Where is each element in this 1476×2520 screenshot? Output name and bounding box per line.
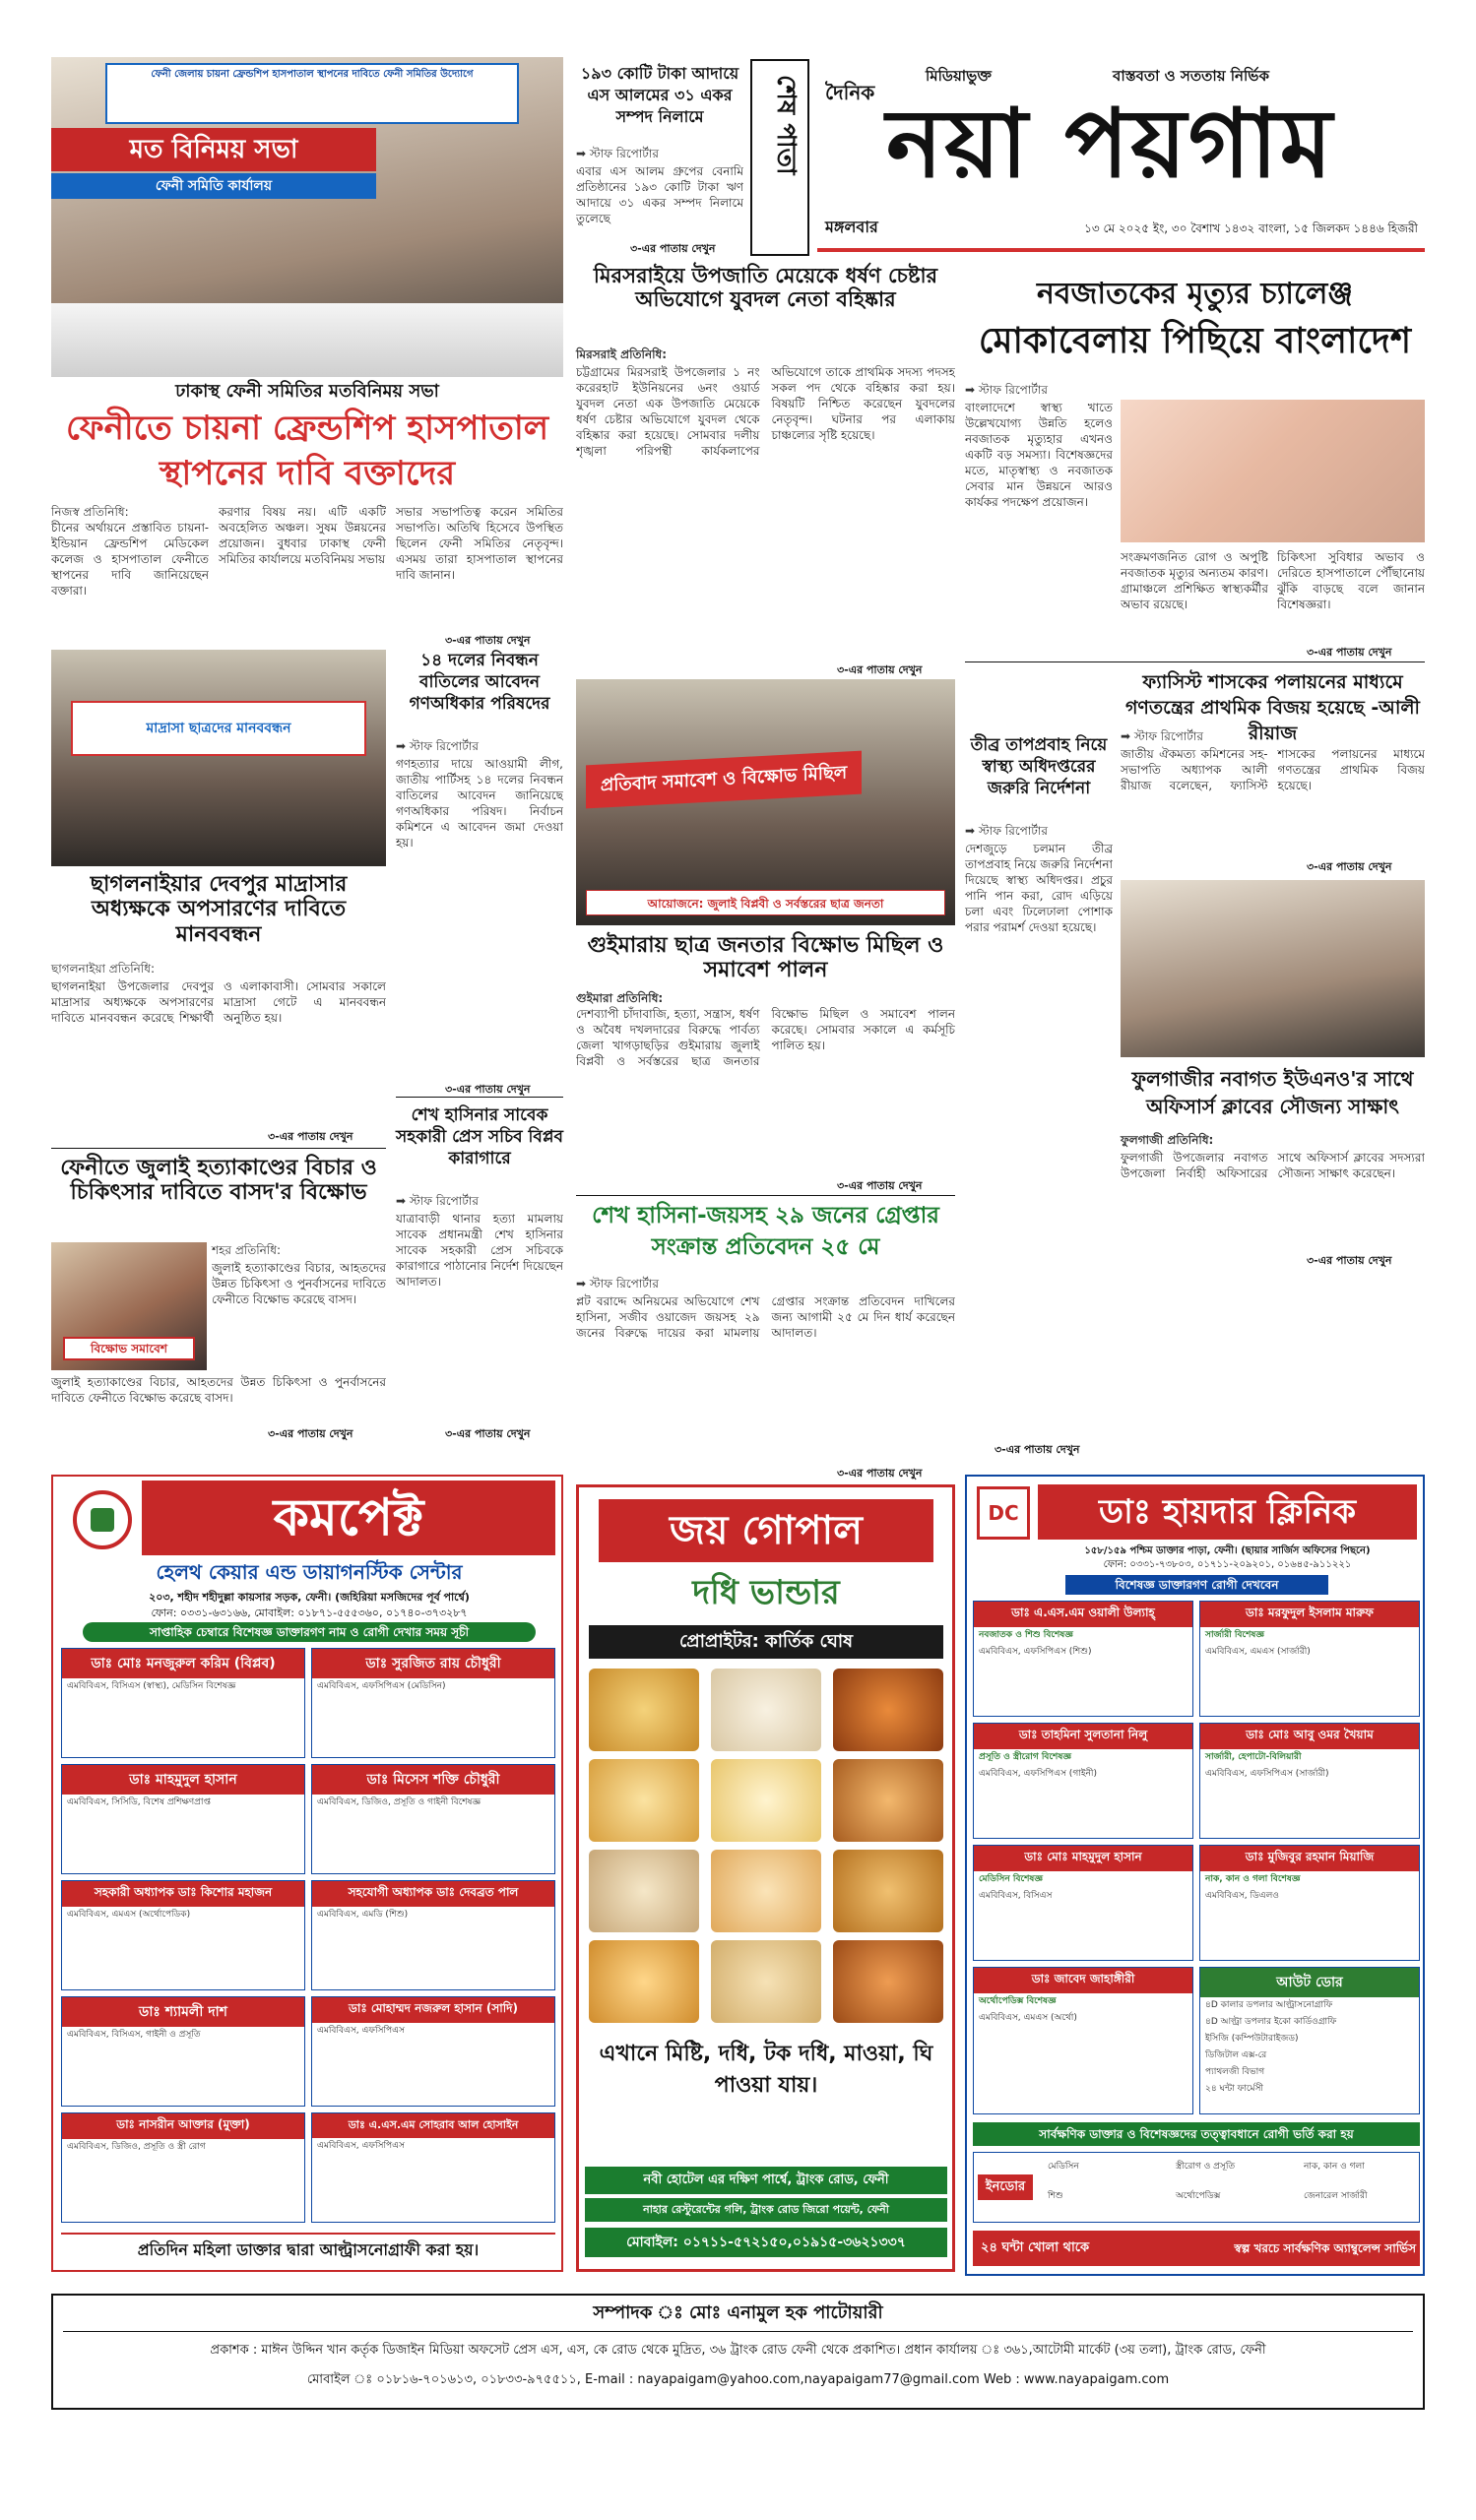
teaser-body: এবার এস আলম গ্রুপের বেনামি প্রতিষ্ঠানের ১৯৩ কোটি টাকা ঋণ আদায়ে ৩১ একর সম্পদ নিলামে তুলেছে — [576, 164, 743, 225]
outdoor-item: ২৪ ঘন্টা ফার্মেসী — [1205, 2084, 1263, 2094]
headline-asif: ফ্যাসিস্ট শাসকের পলায়নের মাধ্যমে গণতন্ত্রের প্রাথমিক বিজয় হয়েছে -আলী রীয়াজ — [1124, 671, 1420, 744]
indoor-item: মেডিসিন — [1048, 2162, 1079, 2172]
continue-newborn[interactable]: ৩-এর পাতায় দেখুন — [1307, 646, 1392, 659]
ad-joy-gopal-subtitle: দধি ভান্ডার — [692, 1573, 840, 1612]
ad-joy-gopal-phone: মোবাইল: ০১৭১১-৫৭২১৫০,০১৯১৫-৩৬২১৩৩৭ — [585, 2228, 947, 2257]
masthead-date: ১৩ মে ২০২৫ ইং, ৩০ বৈশাখ ১৪৩২ বাংলা, ১৫ জিলকদ ১৪৪৬ হিজরী — [1084, 221, 1418, 235]
outdoor-item: ৪D কালার ডপলার আল্ট্রাসনোগ্রাফি — [1205, 2000, 1333, 2010]
doctor-card: ডাঃ মোঃ মনজুরুল করিম (বিপ্লব) এমবিবিএস, বিসিএস (স্বাস্থ্য), মেডিসিন বিশেষজ্ঞ — [61, 1648, 305, 1758]
indoor-item: স্ত্রীরোগ ও প্রসূতি — [1176, 2162, 1236, 2172]
teaser-byline: ➡ স্টাফ রিপোর্টার — [576, 147, 659, 160]
meeting-photo — [51, 57, 563, 377]
continue-feni-hospital[interactable]: ৩-এর পাতায় দেখুন — [445, 634, 531, 647]
photo-banner-main: মত বিনিময় সভা — [51, 128, 376, 171]
byline-feni-hospital: নিজস্ব প্রতিনিধি: — [51, 505, 129, 519]
outdoor-item: প্যাথলজী বিভাগ — [1205, 2067, 1265, 2077]
body-chhagalnaiya: ছাগলনাইয়া উপজেলার দেবপুর মাদ্রাসার অধ্যক্ষকে অপসারণের দাবিতে মানববন্ধন করেছে শিক্ষার্থী ও এলাকাবাসী। সোমবার সকালে মাদ্রাসা গেটে এ মানববন্ধন অনুষ্ঠিত হয়। — [51, 979, 386, 1025]
ad-haydar-footer — [973, 2231, 1420, 2266]
continue-hasina-case[interactable]: ৩-এর পাতায় দেখুন — [837, 1467, 923, 1480]
ad-compact-subtitle: হেলথ কেয়ার এন্ড ডায়াগনস্টিক সেন্টার — [156, 1560, 463, 1584]
continue-fulgazi[interactable]: ৩-এর পাতায় দেখুন — [1307, 1254, 1392, 1267]
masthead-rule — [817, 248, 1425, 252]
byline-fulgazi: ফুলগাজী প্রতিনিধি: — [1121, 1133, 1214, 1147]
indoor-item: অর্থোপেডিক্স — [1176, 2191, 1221, 2201]
doctor-card: ডাঃ মোঃ আবু ওমর খৈয়াম সার্জারী, হেপাটো-বিলিয়ারী এমবিবিএস, এফসিপিএস (সার্জারী) — [1199, 1723, 1420, 1839]
ad-compact-phone: ফোন: ০৩৩১-৬৩১৬৬, মোবাইল: ০১৮৭১-৫৫৫৩৬০, ০১৭৪০-৩৭৩২৮৭ — [151, 1606, 468, 1619]
headline-newborn-1: নবজাতকের মৃত্যুর চ্যালেঞ্জ — [1036, 277, 1354, 311]
doctor-card: ডাঃ তাহমিনা সুলতানা নিলু প্রসূতি ও স্ত্রীরোগ বিশেষজ্ঞ এমবিবিএস, এফসিপিএস (গাইনী) — [973, 1723, 1193, 1839]
ad-joy-gopal-proprietor: প্রোপ্রাইটর: কার্তিক ঘোষ — [589, 1625, 943, 1659]
continue-hasina-press[interactable]: ৩-এর পাতায় দেখুন — [445, 1427, 531, 1440]
headline-feni-hospital-1: ফেনীতে চায়না ফ্রেন্ডশিপ হাসপাতাল — [65, 409, 549, 448]
ad-haydar-specialists-banner: বিশেষজ্ঞ ডাক্তারগণ রোগী দেখবেন — [1065, 1575, 1328, 1595]
ad-compact-doctors-banner: সাপ্তাহিক চেম্বারে বিশেষজ্ঞ ডাক্তারগণ নাম ও রোগী দেখার সময় সূচী — [83, 1622, 536, 1642]
ad-compact — [51, 1475, 563, 2272]
july-photo — [51, 1242, 207, 1370]
outdoor-item: ৪D আল্ট্রা ডপলার ইকো কার্ডিওগ্রাফি — [1205, 2017, 1337, 2027]
ad-haydar-name: ডাঃ হায়দার ক্লিনিক — [1038, 1484, 1417, 1540]
footer-publisher: প্রকাশক : মাঈন উদ্দিন খান কর্তৃক ডিজাইন মিডিয়া অফসেট প্রেস এস, এস, কে রোড থেকে মুদ্রিত, ৩৬ ট্রাংক রোড ফেনী থেকে প্রকাশিত। প্রধান কার্যালয় ঃ ৩৬১,আটোমী মার্কেট (৩য় তলা), ট্রাংক রোড, ফেনী — [210, 2343, 1266, 2358]
meeting-table — [51, 303, 563, 377]
teaser-headline: ১৯৩ কোটি টাকা আদায়ে এস আলমের ৩১ একর সম্পদ নিলামে — [580, 64, 739, 126]
masthead-tagline-1: মিডিয়াভুক্ত — [926, 67, 992, 85]
continue-july[interactable]: ৩-এর পাতায় দেখুন — [268, 1427, 353, 1440]
last-page-box — [750, 59, 809, 256]
guimara-banner-sub: আয়োজনে: জুলাই বিপ্লবী ও সর্বস্তরের ছাত্র জনতা — [586, 890, 945, 915]
headline-heatwave: তীব্র তাপপ্রবাহ নিয়ে স্বাস্থ্য অধিদপ্তরের জরুরি নির্দেশনা — [970, 735, 1108, 798]
divider — [576, 1195, 955, 1196]
body-newborn-col2: সংক্রমণজনিত রোগ ও অপুষ্টি নবজাতক মৃত্যুর অন্যতম কারণ। গ্রামাঞ্চলে প্রশিক্ষিত স্বাস্থ্যকর্মীর অভাব রয়েছে। — [1121, 550, 1268, 611]
indoor-item: নাক, কান ও গলা — [1304, 2162, 1365, 2172]
masthead — [817, 57, 1425, 246]
headline-hasina-press: শেখ হাসিনার সাবেক সহকারী প্রেস সচিব বিপ্লব কারাগারে — [396, 1105, 563, 1168]
body-guimara: দেশব্যাপী চাঁদাবাজি, হত্যা, সন্ত্রাস, ধর্ষণ ও অবৈধ দখলদারের বিরুদ্ধে পার্বত্য জেলা খাগড়াছড়ির গুইমারায় জুলাই বিপ্লবী ও সর্বস্তরের ছাত্র জনতার বিক্ষোভ মিছিল ও সমাবেশ পালন করেছে। সোমবার সকালে এ কর্মসূচি পালিত হয়। — [576, 1007, 955, 1068]
guimara-photo — [576, 679, 955, 925]
doctor-card: ডাঃ মাহমুদুল হাসান এমবিবিএস, সিসিডি, বিশেষ প্রশিক্ষণপ্রাপ্ত — [61, 1764, 305, 1874]
masthead-weekday: মঙ্গলবার — [825, 218, 878, 236]
headline-chhagalnaiya: ছাগলনাইয়ার দেবপুর মাদ্রাসার অধ্যক্ষকে অপসারণের দাবিতে মানববন্ধন — [90, 872, 348, 947]
outdoor-title: আউট ডোর — [1200, 1968, 1419, 1997]
doctor-card: ডাঃ নাসরীন আক্তার (মুক্তা) এমবিবিএস, ডিজিও, প্রসূতি ও স্ত্রী রোগ — [61, 2112, 305, 2223]
divider — [396, 1097, 563, 1098]
byline-hasina-press: ➡ স্টাফ রিপোর্টার — [396, 1194, 479, 1208]
ad-joy-gopal-branch: নাহার রেস্টুরেন্টের গলি, ট্রাংক রোড জিরো পয়েন্ট, ফেনী — [585, 2198, 947, 2222]
guimara-banner: প্রতিবাদ সমাবেশ ও বিক্ষোভ মিছিল — [586, 751, 862, 809]
byline-hasina-case: ➡ স্টাফ রিপোর্টার — [576, 1277, 659, 1291]
headline-july: ফেনীতে জুলাই হত্যাকাণ্ডের বিচার ও চিকিৎসার দাবিতে বাসদ'র বিক্ষোভ — [60, 1156, 377, 1206]
doctor-card: ডাঃ মুজিবুর রহমান মিয়াজি নাক, কান ও গলা বিশেষজ্ঞ এমবিবিএস, ডিএলও — [1199, 1845, 1420, 1961]
chhagalnaiya-photo — [51, 650, 386, 866]
footer-editor: সম্পাদক ঃ মোঃ এনামুল হক পাটোয়ারী — [593, 2302, 883, 2323]
byline-asif: ➡ স্টাফ রিপোর্টার — [1121, 729, 1203, 743]
ad-joy-gopal-name: জয় গোপাল — [599, 1499, 933, 1562]
photo-banner-bottom: ফেনী সমিতি কার্যালয় — [51, 173, 376, 199]
continue-mirsarai[interactable]: ৩-এর পাতায় দেখুন — [837, 663, 923, 676]
body-hasina-press: যাত্রাবাড়ী থানার হত্যা মামলায় সাবেক প্রধানমন্ত্রী শেখ হাসিনার সাবেক সহকারী প্রেস সচিবকে কারাগারে পাঠানোর নির্দেশ দিয়েছেন আদালত। — [396, 1212, 563, 1289]
footer-rule — [63, 2331, 1413, 2332]
doctor-card: ডাঃ মরফুদুল ইসলাম মারুফ সার্জারী বিশেষজ্ঞ এমবিবিএস, এমএস (সার্জারী) — [1199, 1601, 1420, 1717]
body-feni-hospital-col1: চীনের অর্থায়নে প্রস্তাবিত চায়না-ইন্ডিয়ান ফ্রেন্ডশিপ মেডিকেল কলেজ ও হাসপাতাল ফেনীতে স্থাপনের দাবি জানিয়েছেন বক্তারা। — [51, 521, 209, 598]
ad-haydar-indoor — [973, 2152, 1420, 2223]
continue-heatwave[interactable]: ৩-এর পাতায় দেখুন — [995, 1443, 1080, 1456]
footer-contact: মোবাইল ঃ ০১৮১৬-৭০১৬১৩, ০১৮৩৩-৯৭৫৫১১, E-mail : nayapaigam@yahoo.com,nayapaigam77@gmail.com Web : www.nayapaigam.com — [306, 2372, 1170, 2387]
masthead-title: নয়া পয়গাম — [886, 88, 1334, 199]
masthead-daily: দৈনিক — [825, 81, 875, 104]
doctor-card: ডাঃ মোহাম্মদ নজরুল হাসান (সাদি) এমবিবিএস, এফসিপিএস — [311, 1996, 555, 2107]
teaser-continue[interactable]: ৩-এর পাতায় দেখুন — [630, 242, 716, 255]
body-newborn-col3: চিকিৎসা সুবিধার অভাব ও দেরিতে হাসপাতালে পৌঁছানোয় ঝুঁকি বাড়ছে বলে জানান বিশেষজ্ঞরা। — [1277, 550, 1425, 611]
last-page-label: শেষ পাতা — [771, 75, 801, 175]
ad-haydar-phone: ফোন: ০৩৩১-৭৩৮০৩, ০১৭১১-২০৯২০১, ০১৬৪৫-৯১১২২১ — [1103, 1559, 1352, 1570]
byline-gono-odhikar: ➡ স্টাফ রিপোর্টার — [396, 739, 479, 753]
headline-hasina-case-2: সংক্রান্ত প্রতিবেদন ২৫ মে — [651, 1234, 880, 1260]
headline-feni-hospital-2: স্থাপনের দাবি বক্তাদের — [159, 454, 456, 493]
body-hasina-case-cols: প্লট বরাদ্দে অনিয়মের অভিযোগে শেখ হাসিনা, সজীব ওয়াজেদ জয়সহ ২৯ জনের বিরুদ্ধে দায়ের করা মামলায় গ্রেপ্তার সংক্রান্ত প্রতিবেদন দাখিলের জন্য আগামী ২৫ মে দিন ধার্য করেছেন আদালত। — [576, 1294, 955, 1340]
doctor-card: ডাঃ শ্যামলী দাশ এমবিবিএস, বিসিএস, গাইনী ও প্রসূতি — [61, 1996, 305, 2107]
body-fulgazi: ফুলগাজী উপজেলার নবাগত উপজেলা নির্বাহী অফিসারের সাথে অফিসার্স ক্লাবের সদস্যরা সৌজন্য সাক্ষাৎ করেছেন। — [1121, 1151, 1425, 1180]
ad-compact-logo — [73, 1490, 132, 1549]
ad-compact-footer: প্রতিদিন মহিলা ডাক্তার দ্বারা আল্ট্রাসনোগ্রাফী করা হয়। — [61, 2233, 555, 2264]
indoor-label: ইনডোর — [978, 2174, 1033, 2200]
headline-fulgazi: ফুলগাজীর নবাগত ইউএনও'র সাথে অফিসার্স ক্লাবের সৌজন্য সাক্ষাৎ — [1131, 1067, 1414, 1118]
body-mirsarai: চট্টগ্রামের মিরসরাই উপজেলার ১ নং করেরহাট ইউনিয়নের ৬নং ওয়ার্ড যুবদল নেতা এক উপজাতি মেয়েকে ধর্ষণ চেষ্টার অভিযোগে যুবদল থেকে বহিষ্কার করা হয়েছে। সোমবার দলীয় শৃঙ্খলা পরিপন্থী কার্যকলাপের অভিযোগে তাকে প্রাথমিক সদস্য পদসহ সকল পদ থেকে বহিষ্কার করা হয়। বিষয়টি নিশ্চিত করেছেন যুবদলের নেতৃবৃন্দ। ঘটনার পর এলাকায় চাঞ্চল্যের সৃষ্টি হয়েছে। — [576, 365, 955, 458]
ad-haydar-logo: DC — [977, 1486, 1030, 1540]
continue-guimara[interactable]: ৩-এর পাতায় দেখুন — [837, 1179, 923, 1192]
chhagalnaiya-photo-banner: মাদ্রাসা ছাত্রদের মানববন্ধন — [71, 701, 366, 756]
continue-chhagalnaiya[interactable]: ৩-এর পাতায় দেখুন — [268, 1130, 353, 1143]
photo-caption: ঢাকাস্থ ফেনী সমিতির মতবিনিময় সভা — [175, 381, 439, 402]
ad-joy-gopal — [576, 1484, 955, 2272]
body-newborn-col1: বাংলাদেশে স্বাস্থ্য খাতে উল্লেখযোগ্য উন্নতি হলেও নবজাতক মৃত্যুহার এখনও একটি বড় সমস্যা। বিশেষজ্ঞদের মতে, মাতৃস্বাস্থ্য ও নবজাতক সেবার মান উন্নয়নে আরও কার্যকর পদক্ষেপ প্রয়োজন। — [965, 401, 1113, 509]
indoor-item: শিশু — [1048, 2191, 1063, 2201]
photo-banner-top: ফেনী জেলায় চায়না ফ্রেন্ডশিপ হাসপাতাল স্থাপনের দাবিতে ফেনী সমিতির উদ্যোগে — [151, 69, 474, 80]
newborn-photo — [1121, 400, 1425, 542]
byline-heatwave: ➡ স্টাফ রিপোর্টার — [965, 824, 1048, 838]
ad-compact-name: কমপেক্ট — [142, 1480, 555, 1555]
ad-joy-gopal-address: নবী হোটেল এর দক্ষিণ পার্শ্বে, ট্রাংক রোড, ফেনী — [585, 2167, 947, 2194]
continue-asif[interactable]: ৩-এর পাতায় দেখুন — [1307, 860, 1392, 873]
headline-hasina-case-1: শেখ হাসিনা-জয়সহ ২৯ জনের গ্রেপ্তার — [592, 1203, 939, 1228]
ad-haydar-address: ১৫৮/১৫৯ পশ্চিম ডাক্তার পাড়া, ফেনী। (ছায়ার সার্জিস অফিসের পিছনে) — [1084, 1545, 1371, 1556]
body-july: জুলাই হত্যাকাণ্ডের বিচার, আহতদের উন্নত চিকিৎসা ও পুনর্বাসনের দাবিতে ফেনীতে বিক্ষোভ করেছে বাসদ। — [212, 1261, 386, 1306]
outdoor-item: ইসিজি (কম্পিউটারাইজড) — [1205, 2034, 1299, 2044]
fulgazi-photo — [1121, 880, 1425, 1057]
outdoor-box — [1199, 1967, 1420, 2114]
body-feni-hospital-col3: সভার সভাপতিত্ব করেন সমিতির সভাপতি। অতিথি হিসেবে উপস্থিত ছিলেন ফেনী সমিতির নেতৃবৃন্দ। এসময় তারা হাসপাতাল স্থাপনের দাবি জানান। — [396, 505, 563, 582]
byline-july: শহর প্রতিনিধি: — [212, 1243, 282, 1257]
body-asif: জাতীয় ঐকমত্য কমিশনের সহ-সভাপতি অধ্যাপক আলী রীয়াজ বলেছেন, ফ্যাসিস্ট শাসকের পলায়নের মাধ্যমে গণতন্ত্রের প্রাথমিক বিজয় হয়েছে। — [1121, 747, 1425, 792]
headline-mirsarai: মিরসরাইয়ে উপজাতি মেয়েকে ধর্ষণ চেষ্টার অভিযোগে যুবদল নেতা বহিষ্কার — [593, 264, 938, 312]
doctor-card: ডাঃ সুরজিত রায় চৌধুরী এমবিবিএস, এফসিপিএস (মেডিসিন) — [311, 1648, 555, 1758]
doctor-card: ডাঃ এ.এস.এম ওয়ালী উল্যাহ্ নবজাতক ও শিশু বিশেষজ্ঞ এমবিবিএস, এফসিপিএস (শিশু) — [973, 1601, 1193, 1717]
doctor-card: ডাঃ মিসেস শক্তি চৌধুরী এমবিবিএস, ডিজিও, প্রসূতি ও গাইনী বিশেষজ্ঞ — [311, 1764, 555, 1874]
headline-newborn-2: মোকাবেলায় পিছিয়ে বাংলাদেশ — [978, 321, 1412, 361]
footer — [51, 2294, 1425, 2410]
ad-haydar-notice: সার্বক্ষণিক ডাক্তার ও বিশেষজ্ঞদের তত্ত্বাবধানে রোগী ভর্তি করা হয় — [973, 2122, 1420, 2146]
doctor-card: সহকারী অধ্যাপক ডাঃ কিশোর মহাজন এমবিবিএস, এমএস (অর্থোপেডিক) — [61, 1880, 305, 1990]
doctor-card: ডাঃ এ.এস.এম সোহরাব আল হোসাইন এমবিবিএস, এফসিপিএস — [311, 2112, 555, 2223]
ad-compact-address: ২০৩, শহীদ শহীদুল্লা কায়সার সড়ক, ফেনী। (জহিরিয়া মসজিদের পূর্ব পার্শ্বে) — [149, 1591, 470, 1604]
doctor-card: ডাঃ মোঃ মাহমুদুল হাসান মেডিসিন বিশেষজ্ঞ এমবিবিএস, বিসিএস — [973, 1845, 1193, 1961]
sweets-grid — [589, 1669, 943, 2023]
july-photo-sign: বিক্ষোভ সমাবেশ — [63, 1337, 195, 1360]
ad-joy-gopal-offer: এখানে মিষ্টি, দধি, টক দধি, মাওয়া, ঘি পাওয়া যায়। — [599, 2042, 933, 2098]
headline-gono-odhikar: ১৪ দলের নিবন্ধন বাতিলের আবেদন গণঅধিকার পরিষদের — [409, 651, 550, 714]
byline-newborn: ➡ স্টাফ রিপোর্টার — [965, 383, 1048, 397]
body-gono-odhikar: গণহত্যার দায়ে আওয়ামী লীগ, জাতীয় পার্টিসহ ১৪ দলের নিবন্ধন বাতিলের আবেদন জানিয়েছে গণঅধিকার পরিষদ। নির্বাচন কমিশনে এ আবেদন জমা দেওয়া হয়। — [396, 757, 563, 850]
headline-guimara: গুইমারায় ছাত্র জনতার বিক্ষোভ মিছিল ও সমাবেশ পালন — [587, 933, 944, 983]
byline-guimara: গুইমারা প্রতিনিধি: — [576, 991, 664, 1005]
ad-haydar-footer-right: স্বল্প খরচে সার্বক্ষণিক অ্যাম্বুলেন্স সার্ভিস — [1234, 2241, 1416, 2255]
outdoor-item: ডিজিটাল এক্স-রে — [1205, 2050, 1267, 2060]
doctor-card: ডাঃ জাবেদ জাহাঙ্গীরী অর্থোপেডিক্স বিশেষজ্ঞ এমবিবিএস, এমএস (অর্থো) — [973, 1967, 1193, 2114]
body-heatwave: দেশজুড়ে চলমান তীব্র তাপপ্রবাহ নিয়ে জরুরি নির্দেশনা দিয়েছে স্বাস্থ্য অধিদপ্তর। প্রচুর পানি পান করা, রোদ এড়িয়ে চলা এবং ঢিলেঢালা পোশাক পরার পরামর্শ দেওয়া হয়েছে। — [965, 842, 1113, 934]
ad-haydar-footer-left: ২৪ ঘন্টা খোলা থাকে — [981, 2240, 1090, 2255]
body-july-cont: জুলাই হত্যাকাণ্ডের বিচার, আহতদের উন্নত চিকিৎসা ও পুনর্বাসনের দাবিতে ফেনীতে বিক্ষোভ করেছে বাসদ। — [51, 1375, 386, 1405]
indoor-item: জেনারেল সার্জারী — [1304, 2191, 1368, 2201]
byline-chhagalnaiya: ছাগলনাইয়া প্রতিনিধি: — [51, 962, 155, 976]
doctor-card: সহযোগী অধ্যাপক ডাঃ দেবব্রত পাল এমবিবিএস, এমডি (শিশু) — [311, 1880, 555, 1990]
divider — [51, 1148, 386, 1149]
ad-haydar — [965, 1475, 1425, 2276]
body-feni-hospital-col2: করণার বিষয় নয়। এটি একটি অবহেলিত অঞ্চল। সুষম উন্নয়নের প্রয়োজন। বুধবার ঢাকাস্থ ফেনী সমিতির কার্যালয়ে মতবিনিময় সভায় — [219, 505, 386, 566]
byline-mirsarai: মিরসরাই প্রতিনিধি: — [576, 347, 668, 361]
masthead-tagline-2: বাস্তবতা ও সততায় নির্ভিক — [1113, 67, 1269, 85]
continue-gono-odhikar[interactable]: ৩-এর পাতায় দেখুন — [445, 1083, 531, 1096]
